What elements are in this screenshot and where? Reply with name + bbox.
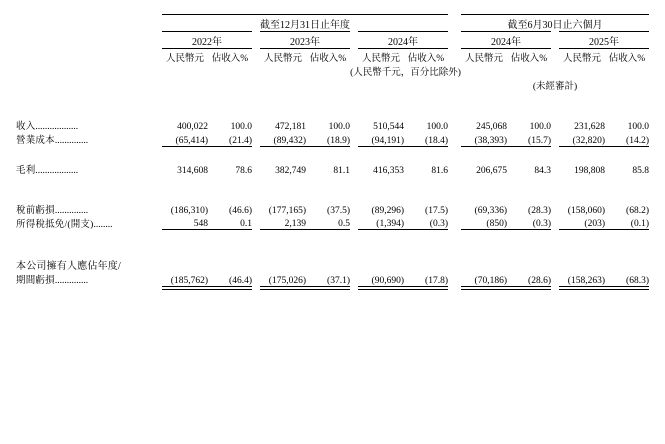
measure-percent-2023: 佔收入% bbox=[309, 54, 347, 64]
measure-currency-2023: 人民幣元 bbox=[263, 54, 302, 64]
cell-lbt-interim-2024-amount: (69,336) bbox=[474, 205, 507, 216]
cell-tax-interim-2024-pct: (0.3) bbox=[532, 219, 551, 229]
cell-revenue-interim-2025-amount: 231,628 bbox=[574, 122, 605, 132]
cell-tax-interim-2024-amount: (850) bbox=[486, 219, 507, 229]
cell-revenue-2023-pct: 100.0 bbox=[328, 122, 350, 132]
cell-gross-2022-amount: 314,608 bbox=[177, 165, 208, 176]
group-heading-annual: 截至12月31日止年度 bbox=[260, 20, 350, 31]
table-row-gross-profit bbox=[16, 162, 649, 176]
row-label-revenue: 收入.................. bbox=[16, 122, 79, 132]
cell-revenue-2024-amount: 510,544 bbox=[373, 122, 404, 132]
measure-percent-interim-2025: 佔收入% bbox=[608, 54, 646, 64]
cell-lbt-2023-pct: (37.5) bbox=[327, 205, 350, 216]
row-label-loss-before-tax: 稅前虧損.............. bbox=[16, 205, 89, 216]
measure-currency-2022: 人民幣元 bbox=[165, 54, 204, 64]
cell-gross-interim-2024-pct: 84.3 bbox=[534, 165, 551, 176]
units-note: (人民幣千元，百分比除外) bbox=[350, 68, 461, 78]
measure-percent-interim-2024: 佔收入% bbox=[510, 54, 548, 64]
cell-tax-2022-amount: 548 bbox=[193, 219, 208, 229]
cell-total-interim-2025-pct: (68.3) bbox=[626, 275, 649, 286]
cell-cost-2022-amount: (65,414) bbox=[175, 135, 208, 146]
table-row-loss-before-tax bbox=[16, 202, 649, 216]
cell-revenue-interim-2024-amount: 245,068 bbox=[476, 122, 507, 132]
cell-tax-2024-pct: (0.3) bbox=[429, 219, 448, 229]
table-row-loss-attributable bbox=[16, 272, 649, 286]
row-label-gross-profit: 毛利.................. bbox=[16, 165, 79, 176]
cell-gross-2022-pct: 78.6 bbox=[235, 165, 252, 176]
cell-tax-2023-amount: 2,139 bbox=[284, 219, 306, 229]
cell-tax-2023-pct: 0.5 bbox=[338, 219, 350, 229]
financial-summary-table bbox=[16, 14, 649, 290]
cell-revenue-interim-2024-pct: 100.0 bbox=[529, 122, 551, 132]
row-label-income-tax: 所得稅抵免/(開支)........ bbox=[16, 219, 113, 230]
year-label-interim-2024: 2024年 bbox=[491, 37, 521, 48]
cell-gross-interim-2025-amount: 198,808 bbox=[574, 165, 605, 176]
spacer-after-gross-profit bbox=[16, 176, 649, 202]
cell-cost-interim-2024-amount: (38,393) bbox=[474, 135, 507, 146]
cell-revenue-2024-pct: 100.0 bbox=[426, 122, 448, 132]
spacer-before-total bbox=[16, 231, 649, 257]
cell-gross-2023-pct: 81.1 bbox=[333, 165, 350, 176]
cell-tax-2022-pct: 0.1 bbox=[240, 219, 252, 229]
cell-tax-interim-2025-amount: (203) bbox=[584, 219, 605, 229]
cell-gross-interim-2024-amount: 206,675 bbox=[476, 165, 507, 176]
cell-lbt-interim-2024-pct: (28.3) bbox=[528, 205, 551, 216]
year-label-interim-2025: 2025年 bbox=[589, 37, 619, 48]
cell-revenue-2022-amount: 400,022 bbox=[177, 122, 208, 132]
cell-lbt-2022-pct: (46.6) bbox=[229, 205, 252, 216]
cell-cost-2023-amount: (89,432) bbox=[273, 135, 306, 146]
cell-total-2024-amount: (90,690) bbox=[371, 275, 404, 286]
table-row-total-label-line1 bbox=[16, 257, 649, 272]
measure-currency-interim-2025: 人民幣元 bbox=[562, 54, 601, 64]
measure-percent-2022: 佔收入% bbox=[211, 54, 249, 64]
cell-lbt-2024-pct: (17.5) bbox=[425, 205, 448, 216]
cell-tax-interim-2025-pct: (0.1) bbox=[630, 219, 649, 229]
rule-total-double bbox=[16, 286, 649, 289]
cell-lbt-2022-amount: (186,310) bbox=[170, 205, 208, 216]
cell-lbt-interim-2025-pct: (68.2) bbox=[626, 205, 649, 216]
cell-cost-interim-2025-pct: (14.2) bbox=[626, 135, 649, 146]
cell-total-2022-amount: (185,762) bbox=[170, 275, 208, 286]
table-row-cost-of-sales bbox=[16, 132, 649, 146]
header-groups bbox=[16, 16, 649, 32]
header-years bbox=[16, 33, 649, 49]
cell-cost-interim-2025-amount: (32,820) bbox=[572, 135, 605, 146]
table-row-income-tax bbox=[16, 216, 649, 230]
cell-gross-2024-pct: 81.6 bbox=[431, 165, 448, 176]
cell-total-interim-2024-amount: (70,186) bbox=[474, 275, 507, 286]
cell-gross-2023-amount: 382,749 bbox=[275, 165, 306, 176]
measure-currency-interim-2024: 人民幣元 bbox=[464, 54, 503, 64]
cell-cost-interim-2024-pct: (15.7) bbox=[528, 135, 551, 146]
cell-total-interim-2024-pct: (28.6) bbox=[528, 275, 551, 286]
cell-lbt-interim-2025-amount: (158,060) bbox=[567, 205, 605, 216]
row-label-cost-of-sales: 營業成本.............. bbox=[16, 136, 89, 146]
cell-lbt-2024-amount: (89,296) bbox=[371, 205, 404, 216]
cell-gross-2024-amount: 416,353 bbox=[373, 165, 404, 176]
cell-cost-2024-pct: (18.4) bbox=[425, 135, 448, 146]
cell-revenue-interim-2025-pct: 100.0 bbox=[627, 122, 649, 132]
header-measures bbox=[16, 50, 649, 64]
cell-cost-2023-pct: (18.9) bbox=[327, 135, 350, 146]
cell-revenue-2023-amount: 472,181 bbox=[275, 122, 306, 132]
cell-gross-interim-2025-pct: 85.8 bbox=[632, 165, 649, 176]
year-label-2022: 2022年 bbox=[192, 37, 222, 48]
spacer-after-header bbox=[16, 92, 649, 118]
unaudited-note-row bbox=[16, 78, 649, 92]
cell-total-2022-pct: (46.4) bbox=[229, 275, 252, 286]
year-label-2024: 2024年 bbox=[388, 37, 418, 48]
cell-total-2023-pct: (37.1) bbox=[327, 275, 350, 286]
measure-currency-2024: 人民幣元 bbox=[361, 54, 400, 64]
unaudited-note: (未經審計) bbox=[532, 82, 578, 92]
row-label-total-line2: 期間虧損.............. bbox=[16, 276, 89, 286]
cell-cost-2024-amount: (94,191) bbox=[371, 135, 404, 146]
spacer-before-gross-profit bbox=[16, 148, 649, 162]
group-heading-interim: 截至6月30日止六個月 bbox=[507, 20, 603, 31]
row-label-total-line1: 本公司擁有人應佔年度/ bbox=[16, 261, 121, 272]
units-note-row bbox=[16, 64, 649, 78]
cell-revenue-2022-pct: 100.0 bbox=[230, 122, 252, 132]
cell-cost-2022-pct: (21.4) bbox=[229, 135, 252, 146]
year-label-2023: 2023年 bbox=[290, 37, 320, 48]
cell-total-2024-pct: (17.8) bbox=[425, 275, 448, 286]
table-row-revenue bbox=[16, 118, 649, 132]
cell-tax-2024-amount: (1,394) bbox=[376, 219, 404, 229]
cell-lbt-2023-amount: (177,165) bbox=[268, 205, 306, 216]
measure-percent-2024: 佔收入% bbox=[407, 54, 445, 64]
cell-total-interim-2025-amount: (158,263) bbox=[567, 275, 605, 286]
cell-total-2023-amount: (175,026) bbox=[268, 275, 306, 286]
